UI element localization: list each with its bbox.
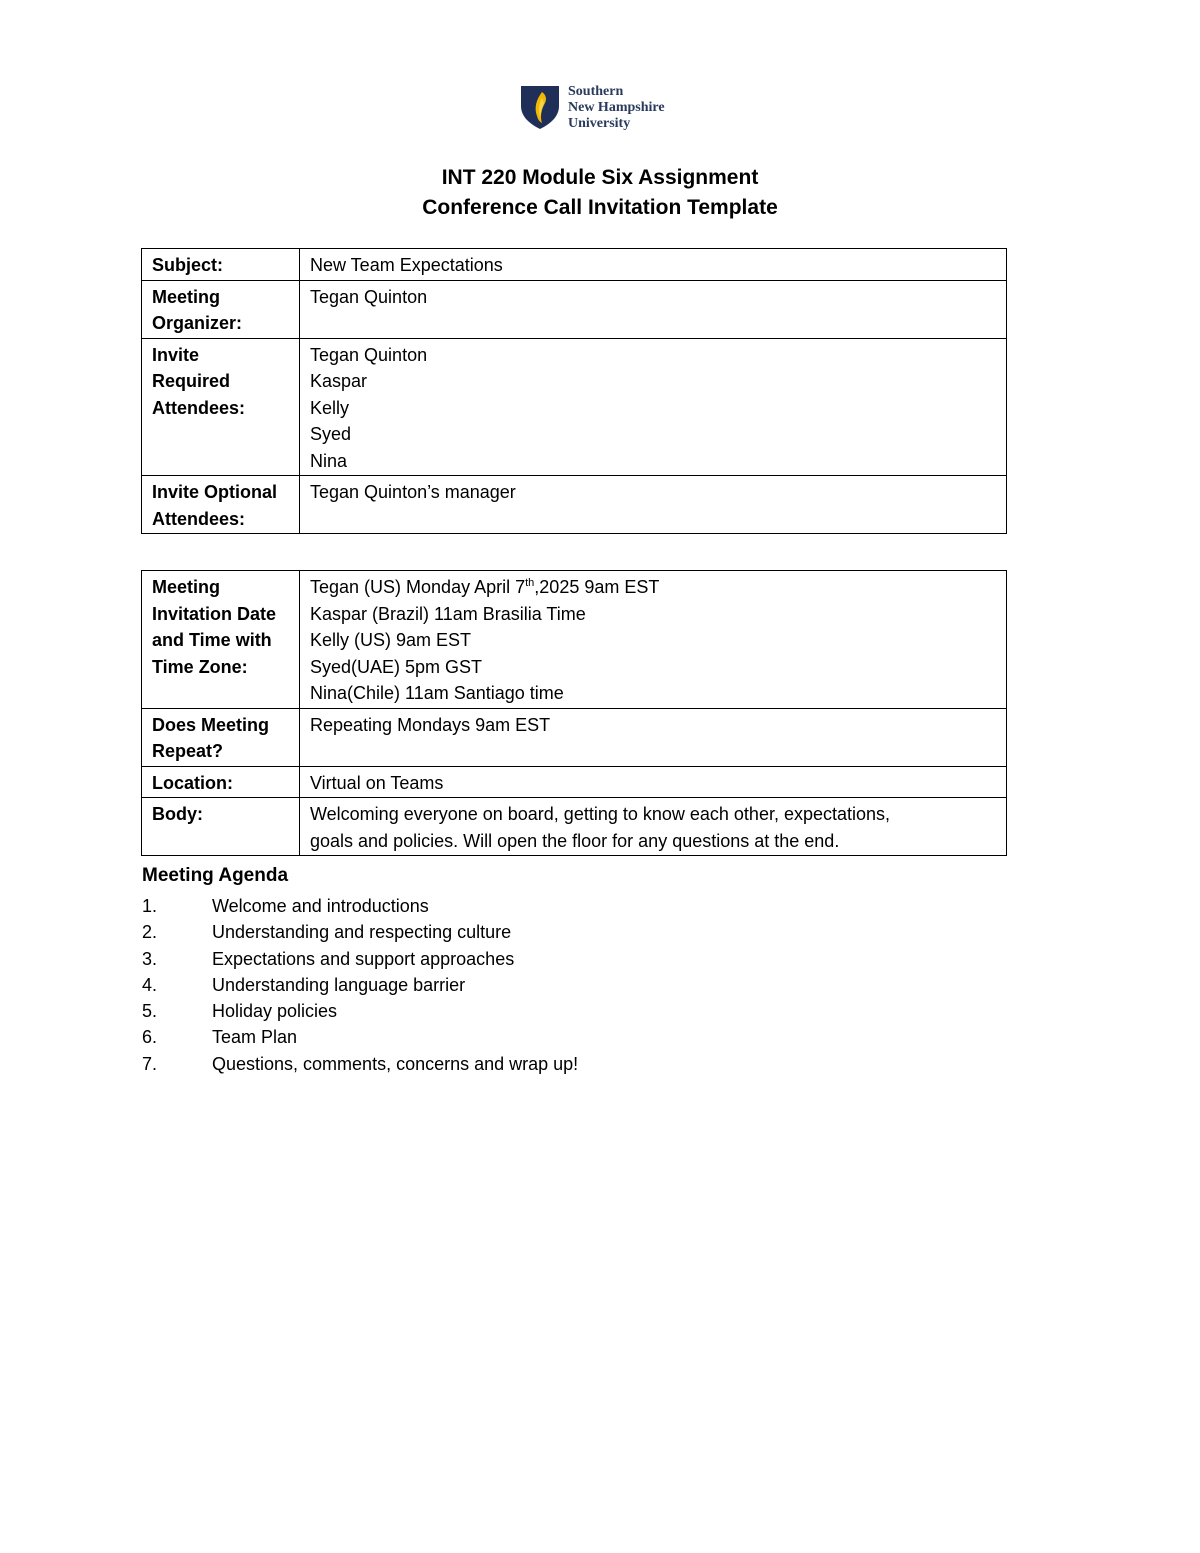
subject-label: Subject: [142, 249, 300, 281]
shield-flame-icon [520, 84, 560, 130]
repeat-value: Repeating Mondays 9am EST [300, 708, 1007, 766]
logo-line-1: Southern [568, 84, 624, 99]
table-row [142, 249, 1007, 281]
table-row [142, 280, 1007, 338]
organizer-label: Meeting Organizer: [142, 280, 300, 338]
logo-line-2: New Hampshire [568, 100, 665, 115]
agenda-title: Meeting Agenda [142, 865, 289, 886]
optional-attendees-label: Invite Optional Attendees: [142, 476, 300, 534]
attendee-item: Nina [310, 450, 348, 471]
table-row [142, 338, 1007, 476]
document-title: INT 220 Module Six Assignment [441, 166, 759, 189]
list-item: 1. Welcome and introductions [142, 896, 429, 916]
logo-wordmark [568, 84, 665, 132]
list-item: 5. Holiday policies [142, 1001, 338, 1022]
attendee-item: Kaspar [310, 371, 368, 391]
required-attendees-value [300, 338, 1007, 476]
location-label: Location: [142, 766, 300, 798]
list-item: 2. Understanding and respecting culture [142, 922, 512, 943]
table-row [142, 708, 1007, 766]
datetime-label: Meeting Invitation Date and Time with Time Zone: [142, 571, 300, 709]
table-row [142, 571, 1007, 709]
meeting-details-table [141, 570, 1007, 856]
attendee-item: Syed [310, 424, 352, 444]
list-item: 7. Questions, comments, concerns and wrap up! [142, 1053, 579, 1074]
optional-attendees-value: Tegan Quinton’s manager [300, 476, 1007, 534]
datetime-line: Nina(Chile) 11am Santiago time [310, 683, 564, 703]
repeat-label: Does Meeting Repeat? [142, 708, 300, 766]
list-item: 4. Understanding language barrier [142, 974, 466, 995]
body-value: Welcoming everyone on board, getting to know each other, expectations, goals and policies. Will open the floor for any questions at the end. [300, 798, 1007, 856]
table-row [142, 766, 1007, 798]
logo-line-3: University [568, 116, 631, 131]
datetime-line: Tegan (US) Monday April 7th,2025 9am EST [310, 577, 660, 597]
subject-value: New Team Expectations [300, 249, 1007, 281]
datetime-value [300, 571, 1007, 709]
datetime-line: Kaspar (Brazil) 11am Brasilia Time [310, 603, 586, 624]
required-attendees-label: Invite Required Attendees: [142, 338, 300, 476]
table-row [142, 476, 1007, 534]
datetime-line: Kelly (US) 9am EST [310, 630, 472, 650]
datetime-line: Syed(UAE) 5pm GST [310, 656, 483, 677]
location-value: Virtual on Teams [300, 766, 1007, 798]
list-item: 6. Team Plan [142, 1027, 298, 1048]
attendee-item: Kelly [310, 397, 350, 418]
university-logo [520, 84, 690, 134]
document-subtitle: Conference Call Invitation Template [422, 196, 778, 219]
body-label: Body: [142, 798, 300, 856]
agenda-list [142, 893, 578, 1077]
attendee-item: Tegan Quinton [310, 344, 428, 365]
invitation-table [141, 248, 1007, 534]
list-item: 3. Expectations and support approaches [142, 948, 515, 969]
organizer-value: Tegan Quinton [300, 280, 1007, 338]
table-row [142, 798, 1007, 856]
